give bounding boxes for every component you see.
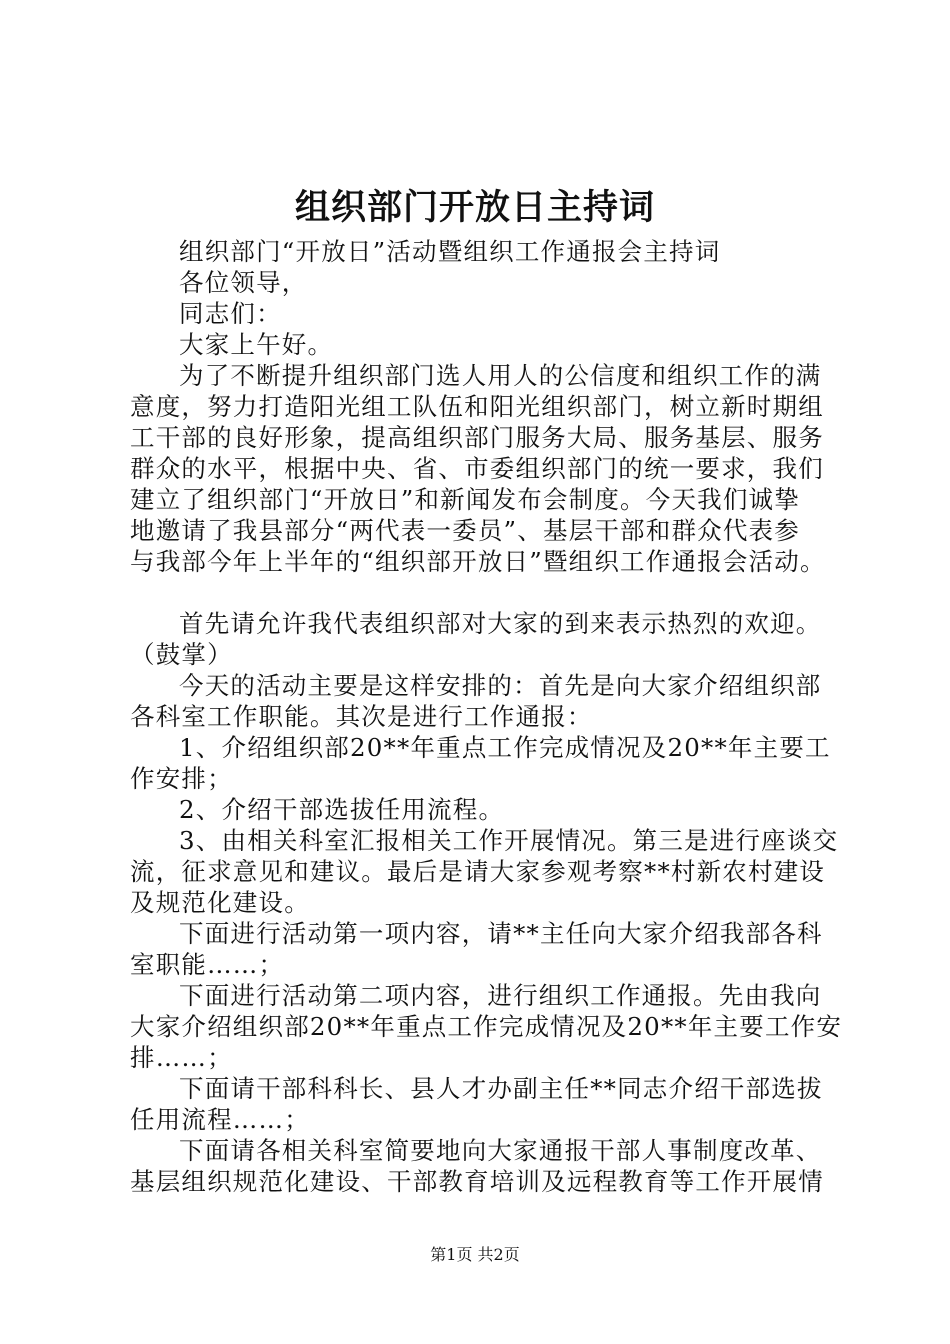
body-line: 排……； bbox=[130, 1043, 233, 1072]
body-line: 工干部的良好形象，提高组织部门服务大局、服务基层、服务 bbox=[130, 423, 824, 452]
body-line: 组织部门“开放日”活动暨组织工作通报会主持词 bbox=[179, 237, 721, 266]
body-line: 及规范化建设。 bbox=[130, 888, 310, 917]
body-line: 1、介绍组织部20**年重点工作完成情况及20**年主要工 bbox=[179, 733, 831, 762]
page-footer: 第1页 共2页 bbox=[430, 1245, 520, 1264]
body-line: 各位领导， bbox=[179, 268, 308, 297]
body-line: （鼓掌） bbox=[130, 640, 233, 669]
body-line: 下面进行活动第一项内容，请**主任向大家介绍我部各科 bbox=[179, 919, 823, 948]
body-line: 室职能……； bbox=[130, 950, 285, 979]
body-line: 群众的水平，根据中央、省、市委组织部门的统一要求，我们 bbox=[130, 454, 824, 483]
body-line: 今天的活动主要是这样安排的：首先是向大家介绍组织部 bbox=[179, 671, 822, 700]
body-line: 大家上午好。 bbox=[179, 330, 334, 359]
document-title: 组织部门开放日主持词 bbox=[294, 187, 655, 228]
body-line: 各科室工作职能。其次是进行工作通报： bbox=[130, 702, 593, 731]
body-line: 基层组织规范化建设、干部教育培训及远程教育等工作开展情 bbox=[130, 1167, 824, 1196]
body-line: 首先请允许我代表组织部对大家的到来表示热烈的欢迎。 bbox=[179, 609, 822, 638]
body-line: 3、由相关科室汇报相关工作开展情况。第三是进行座谈交 bbox=[179, 826, 839, 855]
body-line: 与我部今年上半年的“组织部开放日”暨组织工作通报会活动。 bbox=[130, 547, 826, 576]
body-line: 作安排； bbox=[130, 764, 233, 793]
body-line: 流，征求意见和建议。最后是请大家参观考察**村新农村建设 bbox=[130, 857, 826, 886]
body-line: 2、介绍干部选拔任用流程。 bbox=[179, 795, 505, 824]
document-body bbox=[130, 236, 843, 1197]
body-line: 下面请各相关科室简要地向大家通报干部人事制度改革、 bbox=[179, 1136, 822, 1165]
body-line: 意度，努力打造阳光组工队伍和阳光组织部门，树立新时期组 bbox=[130, 392, 824, 421]
body-line: 建立了组织部门“开放日”和新闻发布会制度。今天我们诚挚 bbox=[130, 485, 800, 514]
body-line: 地邀请了我县部分“两代表一委员”、基层干部和群众代表参 bbox=[130, 516, 800, 545]
body-line: 下面请干部科科长、县人才办副主任**同志介绍干部选拔 bbox=[179, 1074, 823, 1103]
body-line: 为了不断提升组织部门选人用人的公信度和组织工作的满 bbox=[179, 361, 822, 390]
body-line: 下面进行活动第二项内容，进行组织工作通报。先由我向 bbox=[179, 981, 822, 1010]
body-line: 大家介绍组织部20**年重点工作完成情况及20**年主要工作安 bbox=[130, 1012, 843, 1041]
body-line: 任用流程……； bbox=[130, 1105, 310, 1134]
paragraph-gap bbox=[130, 577, 835, 608]
body-line: 同志们： bbox=[179, 299, 282, 328]
